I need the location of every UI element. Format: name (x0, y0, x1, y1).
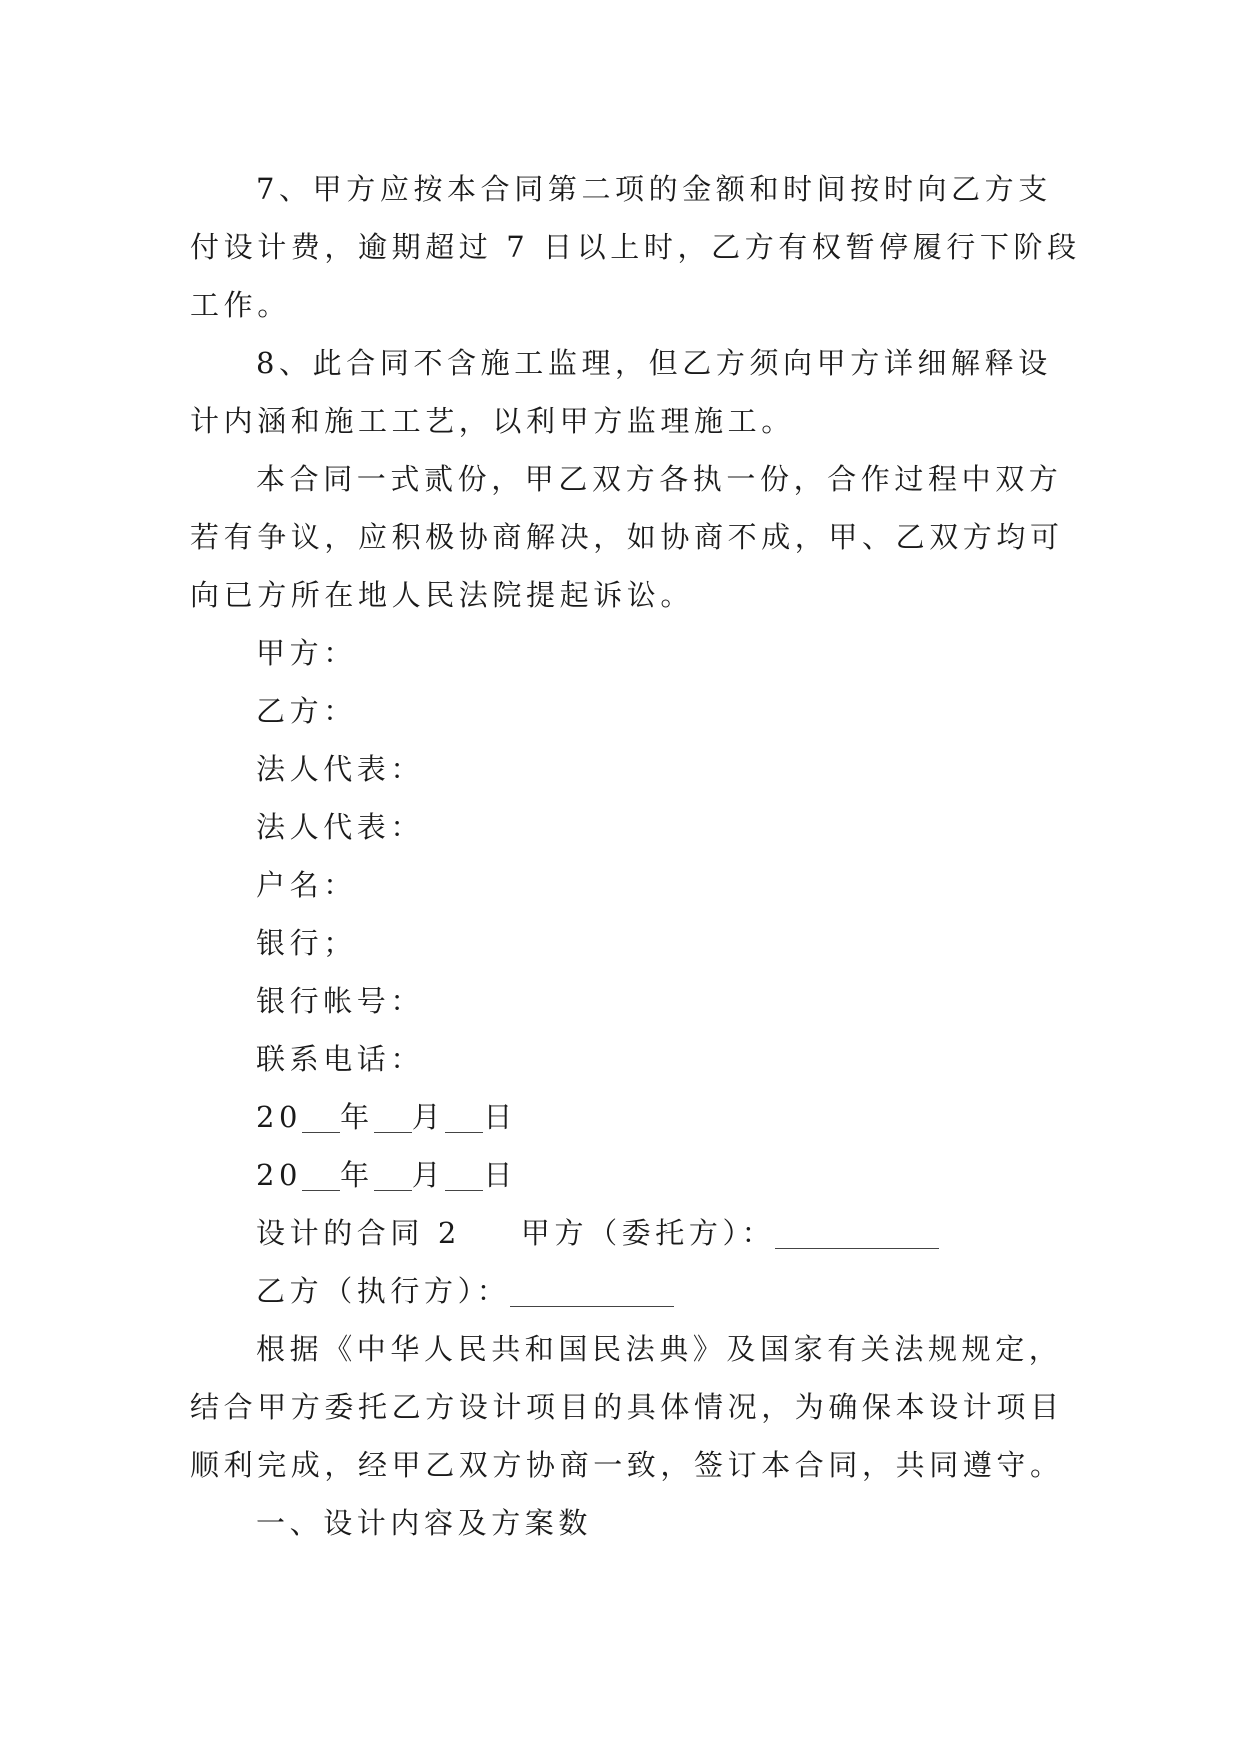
preamble-line-3: 顺利完成，经甲乙双方协商一致，签订本合同，共同遵守。 (190, 1448, 1064, 1482)
date-year-label: 年 (340, 1158, 374, 1192)
date-day-label: 日 (483, 1100, 517, 1134)
copies-clause-line-1: 本合同一式贰份，甲乙双方各执一份，合作过程中双方 (256, 462, 1063, 496)
date-year-blank (302, 1102, 340, 1133)
party-b-executor-label: 乙方（执行方）： (256, 1274, 511, 1308)
account-name-field: 户名： (256, 868, 357, 902)
legal-rep-b-field: 法人代表： (256, 810, 425, 844)
date-line-b (190, 1146, 1060, 1204)
date-year-blank (302, 1160, 340, 1191)
party-b-executor-line (190, 1262, 1060, 1320)
party-a-client-label: 甲方（委托方）： (520, 1216, 776, 1250)
party-a-field: 甲方： (256, 636, 357, 670)
bank-account-field: 银行帐号： (256, 984, 425, 1018)
clause-8-line-2: 计内涵和施工工艺，以利甲方监理施工。 (190, 404, 795, 438)
date-day-label: 日 (483, 1158, 517, 1192)
date-month-blank (374, 1160, 412, 1191)
bank-field: 银行； (256, 926, 357, 960)
preamble-line-1: 根据《中华人民共和国民法典》及国家有关法规规定， (256, 1332, 1063, 1366)
copies-clause-line-3: 向已方所在地人民法院提起诉讼。 (190, 578, 695, 612)
date-day-blank (445, 1102, 483, 1133)
date-year-label: 年 (340, 1100, 374, 1134)
contract-2-title: 设计的合同 2 (256, 1216, 461, 1250)
date-year-prefix: 20 (256, 1158, 303, 1192)
phone-field: 联系电话： (256, 1042, 425, 1076)
contract-2-header-line (190, 1204, 1060, 1262)
section-1-heading: 一、设计内容及方案数 (256, 1506, 593, 1540)
legal-rep-a-field: 法人代表： (256, 752, 425, 786)
date-month-blank (374, 1102, 412, 1133)
party-a-client-blank (775, 1218, 939, 1249)
date-day-blank (445, 1160, 483, 1191)
date-month-label: 月 (411, 1158, 446, 1192)
date-month-label: 月 (411, 1100, 446, 1134)
copies-clause-line-2: 若有争议，应积极协商解决，如协商不成，甲、乙双方均可 (190, 520, 1064, 554)
date-line-a (190, 1088, 1060, 1146)
clause-8-line-1: 8、此合同不含施工监理，但乙方须向甲方详细解释设 (256, 346, 1052, 380)
party-b-field: 乙方： (256, 694, 357, 728)
clause-7-line-3: 工作。 (190, 288, 291, 322)
preamble-line-2: 结合甲方委托乙方设计项目的具体情况，为确保本设计项目 (190, 1390, 1064, 1424)
contract-page (190, 160, 1081, 1552)
clause-7-line-1: 7、甲方应按本合同第二项的金额和时间按时向乙方支 (256, 172, 1052, 206)
clause-7-line-2: 付设计费，逾期超过 7 日以上时，乙方有权暂停履行下阶段 (190, 230, 1081, 264)
date-year-prefix: 20 (256, 1100, 303, 1134)
party-b-executor-blank (510, 1276, 674, 1307)
